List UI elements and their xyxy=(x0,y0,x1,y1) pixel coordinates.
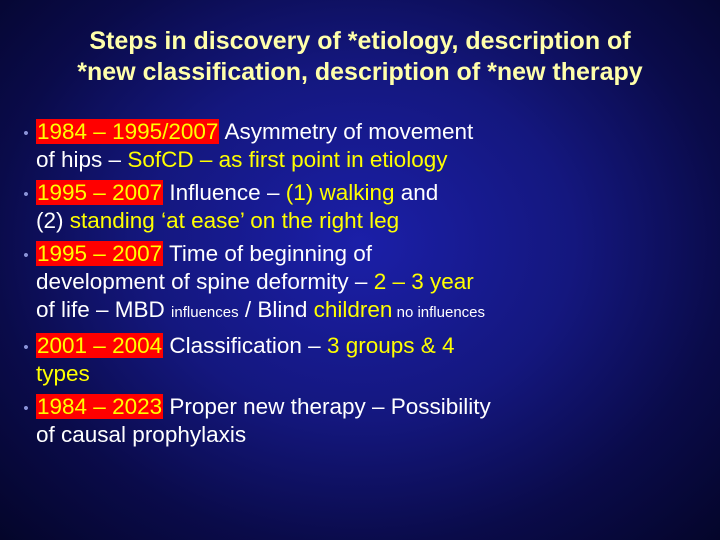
bullet-date-range-highlight: 1995 – 2007 xyxy=(37,180,163,205)
bullet-date-range-highlight: 1984 – 2023 xyxy=(37,394,163,419)
bullet-text xyxy=(36,179,710,235)
bullet-item xyxy=(16,179,710,235)
bullet-text-run: children xyxy=(313,297,393,322)
bullet-dot-icon: • xyxy=(23,400,29,417)
bullet-text-run: of hips – xyxy=(36,147,128,172)
bullet-text-run: Influence – xyxy=(163,180,286,205)
bullet-text-run: 3 groups & 4 xyxy=(326,333,455,358)
bullet-text-run: Proper new therapy – Possibility xyxy=(163,394,491,419)
bullet-text-run: development of spine deformity – xyxy=(36,269,374,294)
bullet-text-run: influences xyxy=(171,304,239,321)
bullet-text-run: (1) walking xyxy=(285,180,401,205)
slide-title xyxy=(18,26,702,88)
bullet-text-run: of causal prophylaxis xyxy=(36,422,247,447)
bullet-date-range-highlight: 1995 – 2007 xyxy=(37,241,163,266)
bullet-dot-icon: • xyxy=(23,125,29,142)
bullet-text-run: Time of beginning of xyxy=(163,241,373,266)
bullet-text-run: standing ‘at ease’ on the right leg xyxy=(69,208,400,233)
bullet-text-run: no influences xyxy=(392,304,486,321)
bullet-text xyxy=(36,118,710,174)
bullet-text-run: and xyxy=(400,180,439,205)
bullet-date-range-highlight: 1984 – 1995/2007 xyxy=(37,119,219,144)
bullet-item xyxy=(16,332,710,388)
slide-title-line-2: *new classification, description of *new therapy xyxy=(77,58,643,86)
bullet-text-run: / Blind xyxy=(238,297,314,322)
bullet-text xyxy=(36,332,710,388)
bullet-text-run: Asymmetry of movement xyxy=(219,119,474,144)
bullet-text-run: of life – MBD xyxy=(36,297,172,322)
bullet-text-run: SofCD – as first point in etiology xyxy=(127,147,448,172)
bullet-item xyxy=(16,240,710,327)
bullet-item xyxy=(16,118,710,174)
bullet-item xyxy=(16,393,710,449)
bullet-text xyxy=(36,240,710,327)
bullet-text xyxy=(36,393,710,449)
bullet-text-run: (2) xyxy=(36,208,70,233)
slide-title-line-1: Steps in discovery of *etiology, description of xyxy=(89,27,631,55)
bullet-dot-icon: • xyxy=(23,186,29,203)
bullet-text-run: types xyxy=(36,361,90,386)
slide-bullet-list xyxy=(16,118,710,454)
bullet-text-run: 2 – 3 year xyxy=(373,269,474,294)
bullet-date-range-highlight: 2001 – 2004 xyxy=(37,333,163,358)
bullet-dot-icon: • xyxy=(23,339,29,356)
bullet-text-run: Classification – xyxy=(163,333,327,358)
bullet-dot-icon: • xyxy=(23,247,29,264)
